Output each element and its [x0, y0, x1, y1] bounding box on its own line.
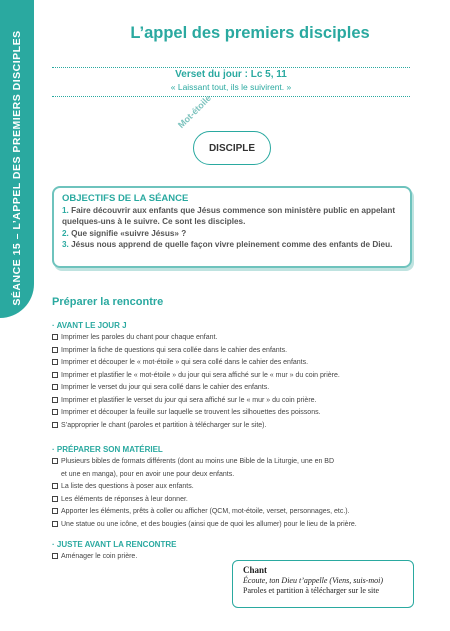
list-item-text: Imprimer et plastifier le « mot-étoile » du jour qui sera affiché sur le « mur » du coin prière.	[61, 371, 340, 379]
checkbox-icon	[52, 359, 58, 365]
checkbox-icon	[52, 521, 58, 527]
objective-number: 2.	[62, 228, 69, 238]
list-item-text: Aménager le coin prière.	[61, 553, 138, 560]
verse-text: « Laissant tout, ils le suivirent. »	[170, 82, 292, 92]
verse-heading: Verset du jour : Lc 5, 11	[175, 69, 287, 80]
section-heading-materiel: · PRÉPARER SON MATÉRIEL	[52, 445, 163, 454]
list-item-text: Imprimer et plastifier le verset du jour qui sera affiché sur le « mur » du coin prière.	[61, 396, 317, 404]
side-tab	[0, 0, 34, 318]
mot-etoile-word: DISCIPLE	[193, 131, 271, 165]
list-item	[52, 494, 430, 507]
checklist-materiel	[52, 456, 430, 531]
objective-text: Que signifie «suivre Jésus» ?	[68, 228, 187, 238]
side-tab-text: SÉANCE 15 – L’APPEL DES PREMIERS DISCIPLES	[11, 30, 23, 306]
list-item	[52, 395, 430, 408]
checkbox-icon	[52, 334, 58, 340]
section-heading-avant: · AVANT LE JOUR J	[52, 321, 127, 330]
checkbox-icon	[52, 422, 58, 428]
objectives-box	[52, 186, 412, 268]
objective-item	[62, 228, 402, 240]
checkbox-icon	[52, 496, 58, 502]
list-item-continued	[52, 469, 430, 482]
section-heading-juste-avant: · JUSTE AVANT LA RENCONTRE	[52, 540, 177, 549]
checkbox-icon	[52, 372, 58, 378]
checkbox-icon	[52, 508, 58, 514]
list-item-text: Plusieurs bibles de formats différents (dont au moins une Bible de la Liturgie, une en BD	[61, 458, 335, 465]
objective-text: Faire découvrir aux enfants que Jésus commence son ministère public en appelant quelques-uns à le suivre. Ce sont les disciples.	[62, 205, 396, 226]
checklist-avant	[52, 332, 430, 432]
checkbox-icon	[52, 458, 58, 464]
list-item	[52, 506, 430, 519]
objectives-title: OBJECTIFS DE LA SÉANCE	[62, 193, 189, 204]
list-item-text: Apporter les éléments, prêts à coller ou afficher (QCM, mot-étoile, verset, personnages, etc.).	[61, 508, 350, 515]
verse-box	[52, 67, 410, 97]
list-item-text: Imprimer et découper le « mot-étoile » qui sera collé dans le cahier des enfants.	[61, 359, 309, 366]
list-item-text: S’approprier le chant (paroles et partition à télécharger sur le site).	[61, 421, 267, 429]
prepare-title: Préparer la rencontre	[52, 296, 164, 308]
list-item	[52, 481, 430, 494]
list-item	[52, 332, 430, 345]
checkbox-icon	[52, 347, 58, 353]
list-item-text: Imprimer et découper la feuille sur laquelle se trouvent les silhouettes des poissons.	[61, 409, 321, 416]
list-item	[52, 407, 430, 420]
objective-text: Jésus nous apprend de quelle façon vivre pleinement comme des enfants de Dieu.	[68, 240, 393, 249]
chant-download-note: Paroles et partition à télécharger sur le site	[243, 586, 380, 595]
checkbox-icon	[52, 553, 58, 559]
list-item	[52, 382, 430, 395]
list-item-text: Imprimer la fiche de questions qui sera collée dans le cahier des enfants.	[61, 346, 288, 354]
checkbox-icon	[52, 483, 58, 489]
list-item-text: Imprimer les paroles du chant pour chaque enfant.	[61, 334, 218, 341]
list-item	[52, 456, 430, 469]
list-item-text: et une en manga), pour en avoir une pour deux enfants.	[61, 470, 235, 478]
chant-box	[232, 560, 414, 608]
list-item	[52, 519, 430, 532]
page-title: L’appel des premiers disciples	[130, 24, 370, 42]
checkbox-icon	[52, 409, 58, 415]
objective-number: 1.	[62, 205, 69, 215]
checkbox-icon	[52, 397, 58, 403]
list-item	[52, 370, 430, 383]
mot-etoile-label: Mot-étoile	[176, 92, 214, 131]
chant-song: Écoute, ton Dieu t’appelle (Viens, suis-moi)	[243, 576, 384, 585]
list-item	[52, 357, 430, 370]
list-item-text: Imprimer le verset du jour qui sera collé dans le cahier des enfants.	[61, 384, 270, 391]
list-item	[52, 420, 430, 433]
objective-item	[62, 205, 402, 228]
list-item-text: Une statue ou une icône, et des bougies (ainsi que de quoi les allumer) pour le lieu de la prière.	[61, 520, 357, 528]
list-item-text: Les éléments de réponses à leur donner.	[61, 495, 188, 503]
list-item	[52, 345, 430, 358]
checkbox-icon	[52, 384, 58, 390]
list-item-text: La liste des questions à poser aux enfants.	[61, 483, 194, 490]
objective-number: 3.	[62, 240, 69, 249]
objective-item	[62, 239, 402, 251]
chant-title: Chant	[243, 565, 268, 575]
